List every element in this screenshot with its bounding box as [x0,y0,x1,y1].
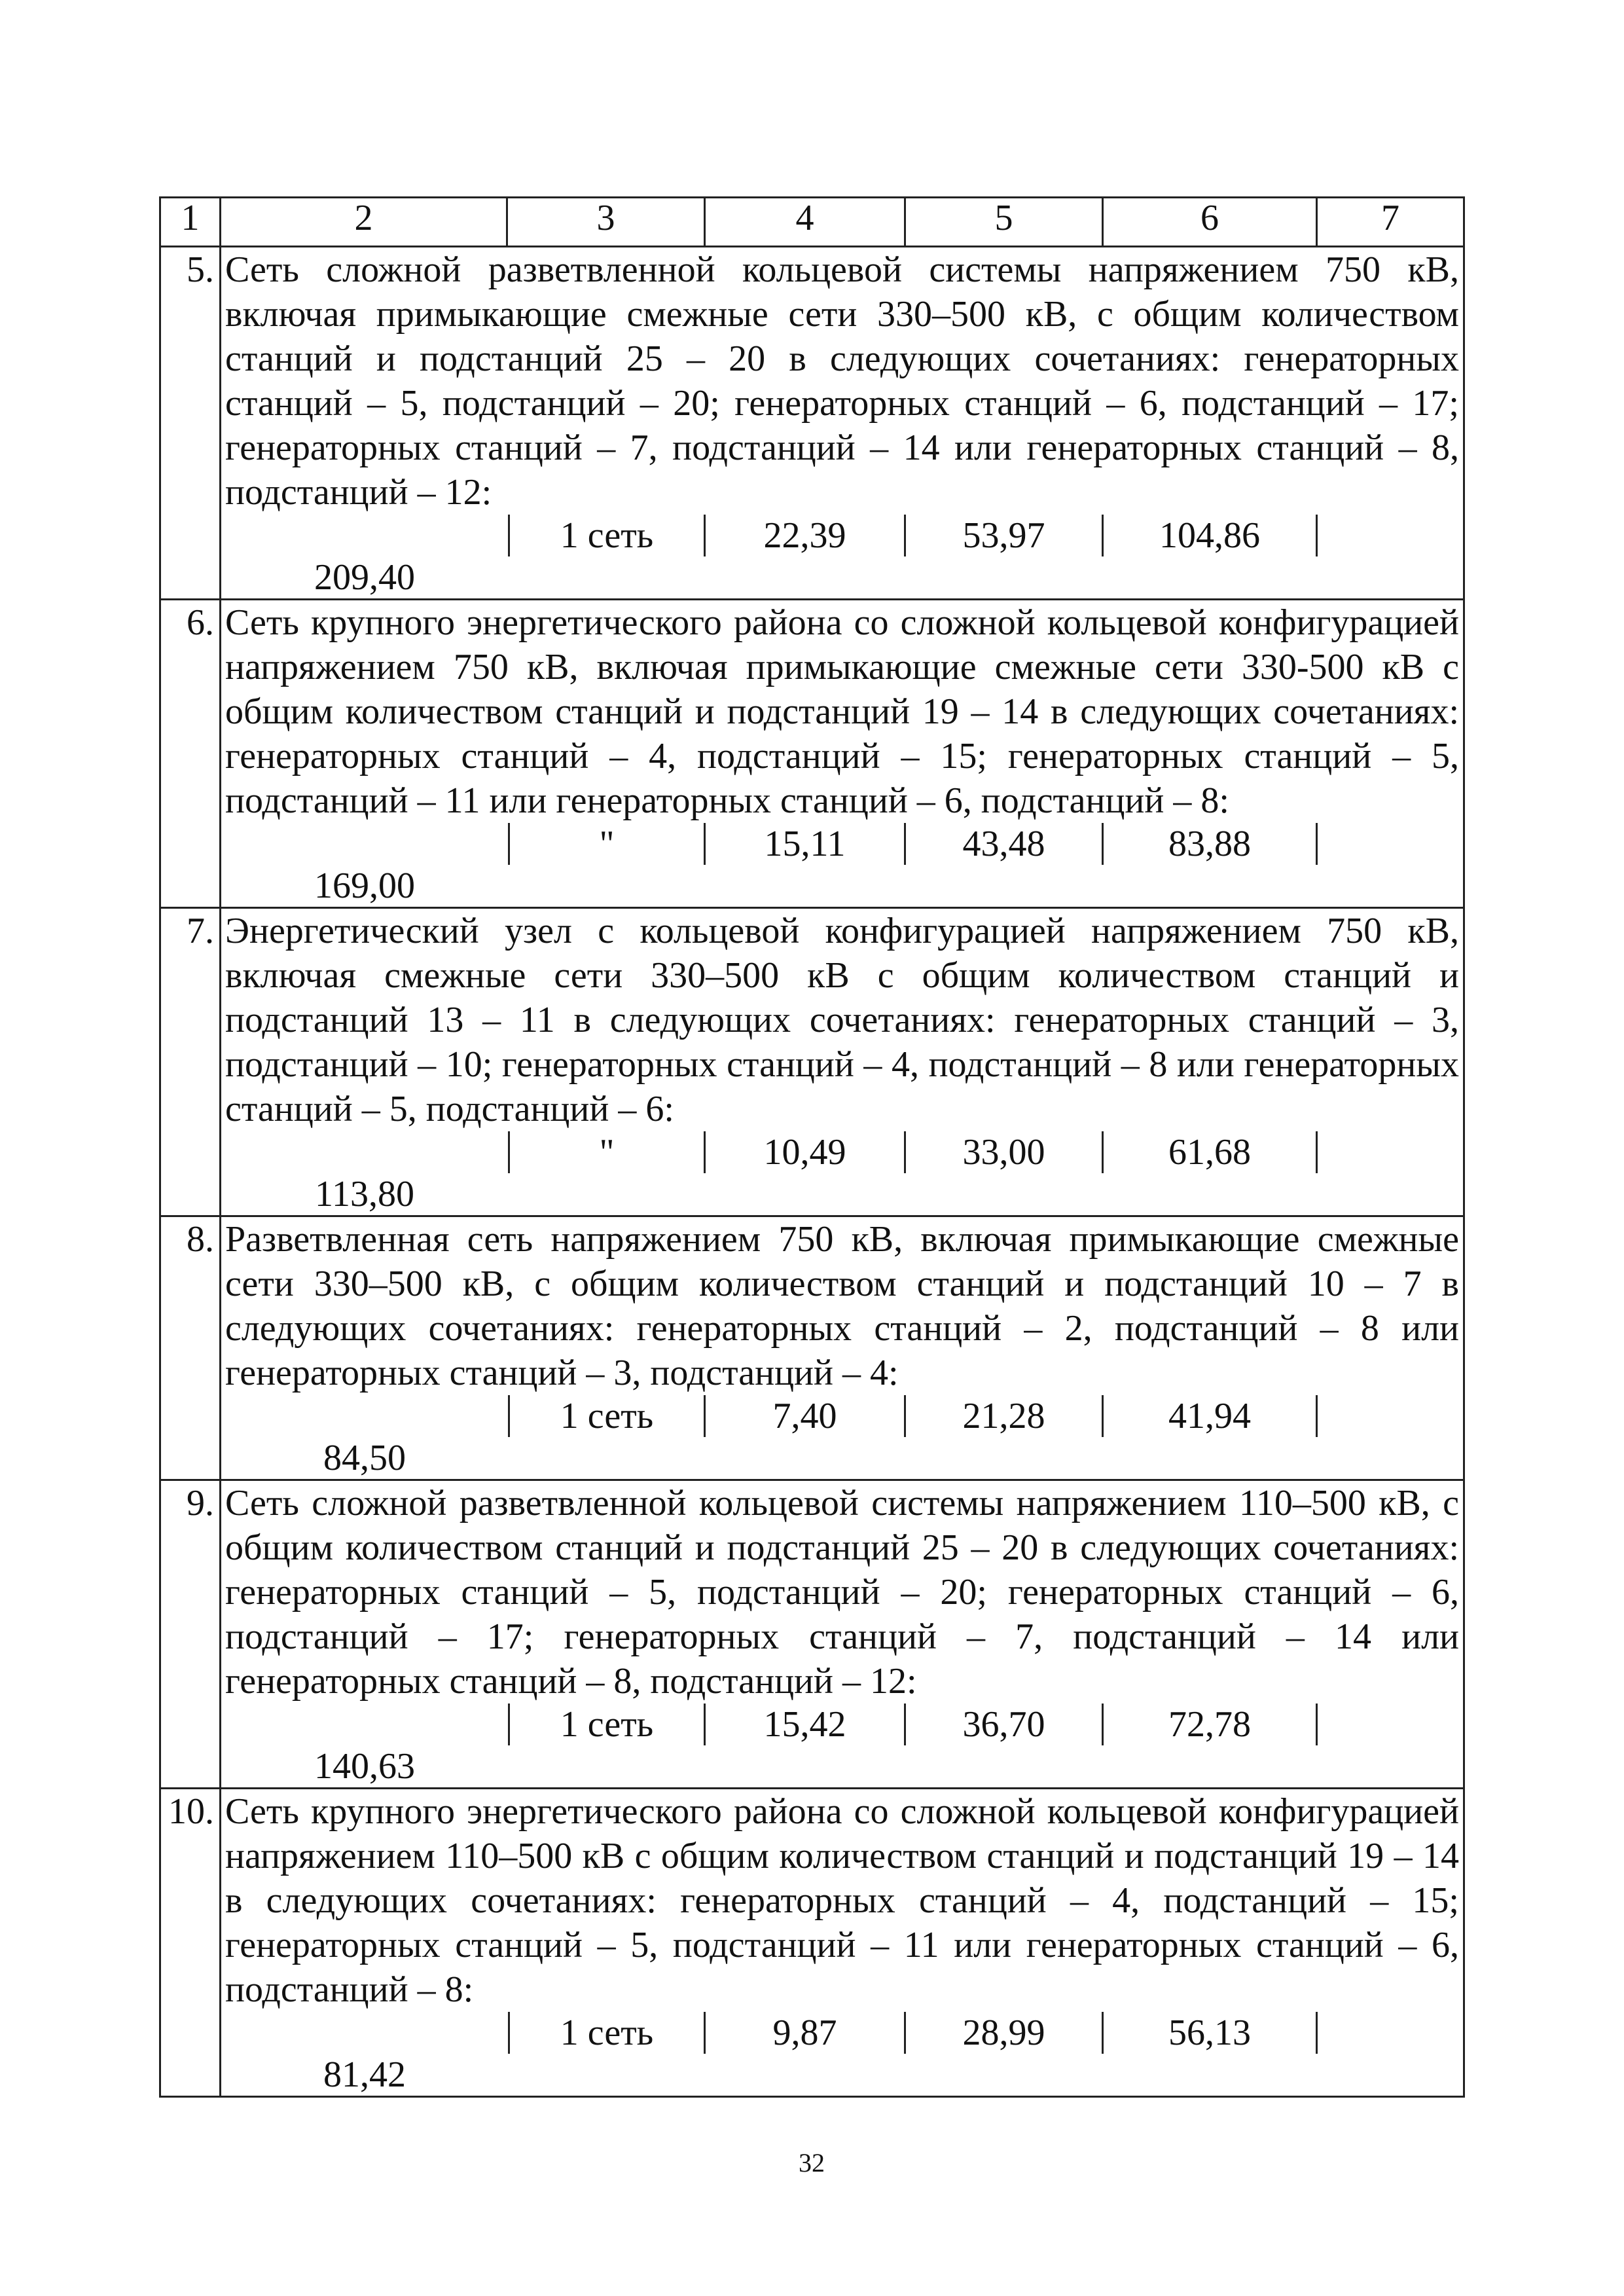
value-cell-4: 10,49 [706,1131,906,1173]
row-content [221,1789,1464,2097]
unit-cell: 1 сеть [508,1395,706,1437]
header-cell: 6 [1103,198,1317,247]
unit-cell: 1 сеть [508,1704,706,1745]
value-cell-7: 140,63 [314,1746,415,1787]
row-values [221,823,1463,907]
table-row [160,247,1464,600]
row-content [221,1480,1464,1789]
value-cell-7: 113,80 [315,1174,414,1214]
value-cell-6: 83,88 [1104,823,1318,865]
value-cell-6: 104,86 [1104,515,1318,556]
value-cell-4: 15,11 [706,823,906,865]
row-description: Энергетический узел с кольцевой конфигурацией напряжением 750 кВ, включая смежные сети 330–500 кВ с общим количеством станций и подстанций 13 – 11 в следующих сочетаниях: генераторных станций – 3, подстанций – 10; генераторных станций – 4, подстанций – 8 или генераторных станций – 5, подстанций – 6: [225,911,1459,1129]
value-cell-7: 81,42 [323,2054,406,2095]
value-cell-5: 36,70 [906,1704,1104,1745]
row-description: Разветвленная сеть напряжением 750 кВ, включая примыкающие смежные сети 330–500 кВ, с общим количеством станций и подстанций 10 – 7 в следующих сочетаниях: генераторных станций – 2, подстанций – 8 или генераторных станций – 3, подстанций – 4: [225,1219,1459,1393]
empty-cell [221,1704,508,1745]
value-cell-5: 53,97 [906,515,1104,556]
unit-cell: 1 сеть [508,2012,706,2054]
value-cell-6: 72,78 [1104,1704,1318,1745]
row-number: 6. [160,600,221,908]
row-number: 10. [160,1789,221,2097]
value-cell-4: 22,39 [706,515,906,556]
row-content [221,247,1464,600]
row-number: 7. [160,908,221,1216]
value-cell-6: 41,94 [1104,1395,1318,1437]
row-number: 8. [160,1216,221,1480]
row-description: Сеть сложной разветвленной кольцевой системы напряжением 110–500 кВ, с общим количеством станций и подстанций 25 – 20 в следующих сочетаниях: генераторных станций – 5, подстанций – 20; генераторных станций – 6, подстанций – 17; генераторных станций – 7, подстанций – 14 или генераторных станций – 8, подстанций – 12: [225,1483,1459,1702]
value-cell-5: 28,99 [906,2012,1104,2054]
header-cell: 7 [1317,198,1464,247]
value-cell-5: 33,00 [906,1131,1104,1173]
unit-cell: " [508,1131,706,1173]
row-content [221,1216,1464,1480]
table-row [160,908,1464,1216]
value-cell-5: 21,28 [906,1395,1104,1437]
header-cell: 4 [705,198,905,247]
page-number: 32 [799,2148,825,2178]
empty-cell [221,1395,508,1437]
value-cell-7: 209,40 [314,557,415,598]
row-values [221,1131,1463,1215]
table-row [160,600,1464,908]
empty-cell [221,515,508,556]
value-cell-7: 84,50 [323,1438,406,1478]
unit-cell: " [508,823,706,865]
row-values [221,1395,1463,1479]
value-cell-7: 169,00 [314,866,415,906]
header-cell: 3 [507,198,705,247]
value-cell-6: 61,68 [1104,1131,1318,1173]
row-number: 5. [160,247,221,600]
empty-cell [221,823,508,865]
header-cell: 1 [160,198,221,247]
row-values [221,1704,1463,1787]
table-row [160,1789,1464,2097]
row-description: Сеть сложной разветвленной кольцевой системы напряжением 750 кВ, включая примыкающие смежные сети 330–500 кВ, с общим количеством станций и подстанций 25 – 20 в следующих сочетаниях: генераторных станций – 5, подстанций – 20; генераторных станций – 6, подстанций – 17; генераторных станций – 7, подстанций – 14 или генераторных станций – 8, подстанций – 12: [225,249,1459,513]
empty-cell [221,2012,508,2054]
value-cell-6: 56,13 [1104,2012,1318,2054]
row-content [221,908,1464,1216]
table-header-row [160,198,1464,247]
row-values [221,515,1463,598]
table-row [160,1480,1464,1789]
value-cell-4: 9,87 [706,2012,906,2054]
header-cell: 2 [221,198,507,247]
row-description: Сеть крупного энергетического района со сложной кольцевой конфигурацией напряжением 110–500 кВ с общим количеством станций и подстанций 19 – 14 в следующих сочетаниях: генераторных станций – 4, подстанций – 15; генераторных станций – 5, подстанций – 11 или генераторных станций – 6, подстанций – 8: [225,1791,1459,2010]
value-cell-5: 43,48 [906,823,1104,865]
table-row [160,1216,1464,1480]
price-table [159,196,1465,2098]
unit-cell: 1 сеть [508,515,706,556]
row-number: 9. [160,1480,221,1789]
row-description: Сеть крупного энергетического района со сложной кольцевой конфигурацией напряжением 750 кВ, включая примыкающие смежные сети 330-500 кВ с общим количеством станций и подстанций 19 – 14 в следующих сочетаниях: генераторных станций – 4, подстанций – 15; генераторных станций – 5, подстанций – 11 или генераторных станций – 6, подстанций – 8: [225,602,1459,821]
value-cell-4: 15,42 [706,1704,906,1745]
value-cell-4: 7,40 [706,1395,906,1437]
row-content [221,600,1464,908]
empty-cell [221,1131,508,1173]
row-values [221,2012,1463,2096]
header-cell: 5 [905,198,1103,247]
